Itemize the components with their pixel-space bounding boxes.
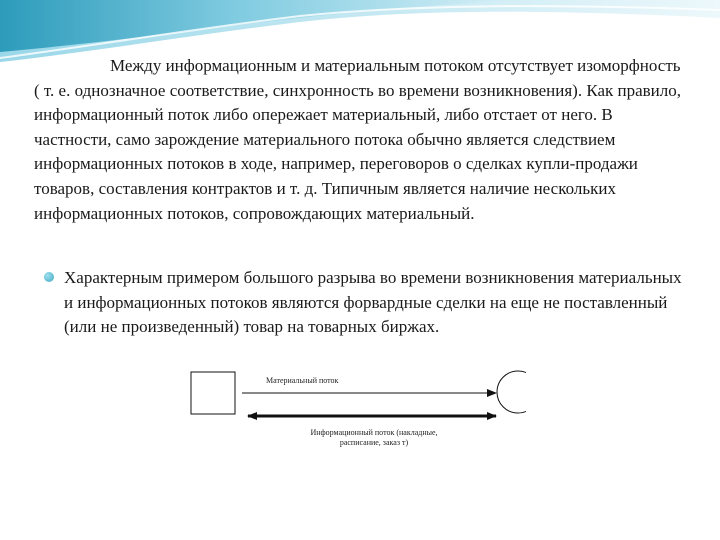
source-box <box>191 372 235 414</box>
destination-circle <box>497 371 526 413</box>
info-flow-label: Информационный поток (накладные, расписание, заказ т) <box>310 428 438 447</box>
material-flow-label: Материальный поток <box>266 376 339 385</box>
bullet-text: Характерным примером большого разрыва во времени возникновения материальных и информационных потоков являются форвардные сделки на еще не поставленный (или не произведенный) товар на товарных биржах. <box>64 268 682 337</box>
main-paragraph <box>34 54 684 226</box>
bullet-dot-icon <box>44 272 54 282</box>
paragraph-text: Между информационным и материальным потоком отсутствует изоморфность ( т. е. однозначное соответствие, синхронность во времени возникновения). Как правило, информационный поток либо опережает материальный, либо отстает от него. В частности, само зарождение материального потока обычно является следствием информационных потоков в ходе, например, переговоров о сделках купли-продажи товаров, составления контрактов и т. д. Типичным является наличие нескольких информационных потоков, сопровождающих материальный. <box>34 56 682 223</box>
flow-diagram <box>186 362 526 462</box>
